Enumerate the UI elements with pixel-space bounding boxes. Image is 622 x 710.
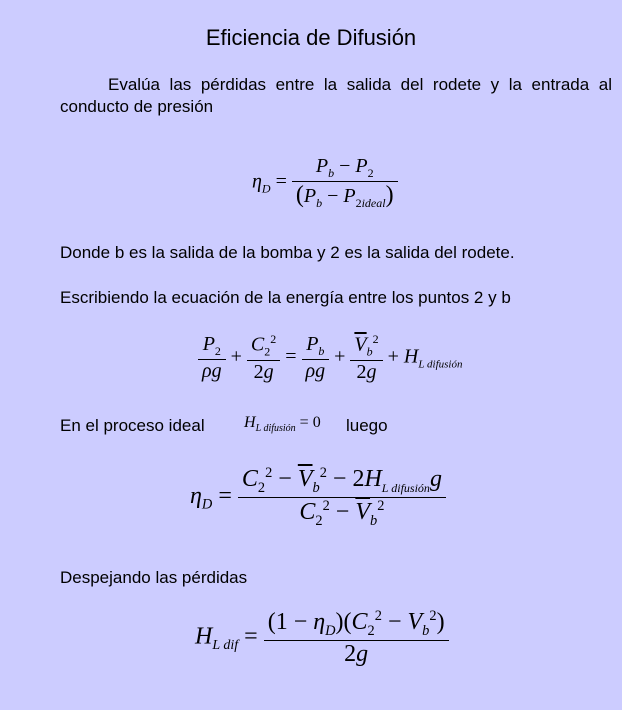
- equation-energy: $\frac{P_2}{\rho g}$ + $\frac{C_2^2}{2g}$ = $\frac{P_b}{\rho g}$ + $\frac{\overline{V}_b^2}{2g}$ + $H_{L difusión}$: [198, 332, 462, 384]
- equation-losses: $H_{L dif}$ = $\frac{(1 - \eta_D)(C_2^2 - V_b^2)}{2g}$: [195, 608, 449, 668]
- equation-ideal-losses: $H_{L difusión} = 0$: [244, 414, 321, 435]
- page-title: Eficiencia de Difusión: [205, 25, 417, 50]
- clearing-losses-text: Despejando las pérdidas: [60, 568, 248, 587]
- equation-efficiency-result: $\eta_D$ = $\frac{C_2^2 - \overline{V}_b^2 - 2H_{L difusión}g}{C_2^2 - \overline{V}_b^2}$: [190, 465, 446, 530]
- intro-paragraph: Evalúa las pérdidas entre la salida del rodete y la entrada al conducto de presión: [60, 75, 612, 116]
- energy-equation-text: Escribiendo la ecuación de la energía entre los puntos 2 y b: [60, 288, 511, 307]
- where-text: Donde b es la salida de la bomba y 2 es la salida del rodete.: [60, 243, 515, 262]
- then-text: luego: [346, 416, 388, 435]
- equation-efficiency-definition: $\eta_D$ = $\frac{P_b - P_2}{(P_b - P_{2ideal})}$: [252, 155, 398, 211]
- ideal-process-text: En el proceso ideal: [60, 416, 205, 435]
